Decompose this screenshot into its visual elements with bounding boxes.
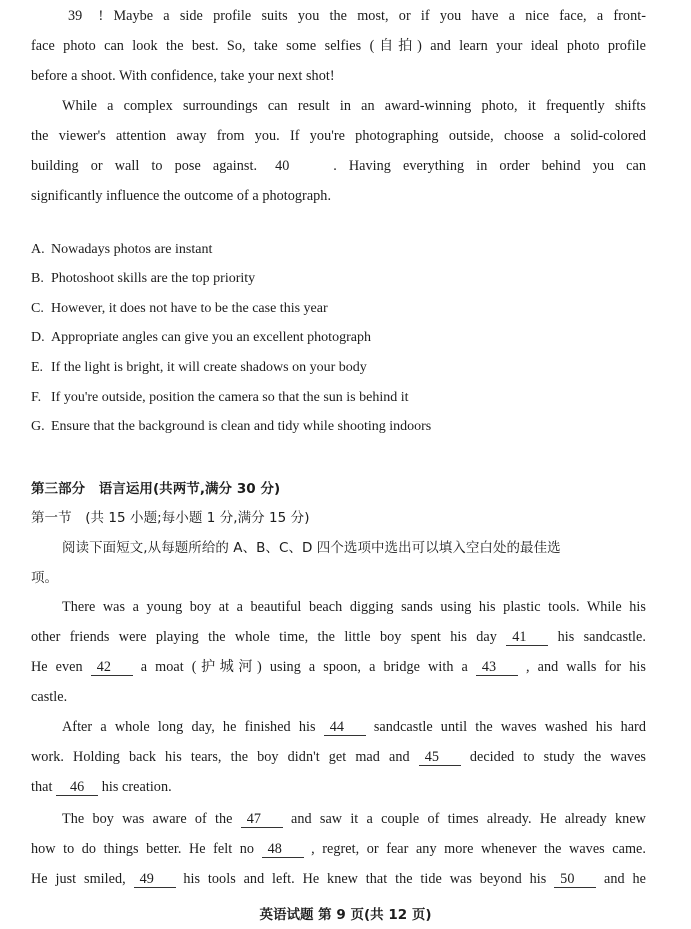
text-segment: and saw it a couple of times already. He already knew — [291, 811, 646, 827]
option-g — [31, 418, 431, 436]
blank-42[interactable]: 42 — [91, 660, 133, 676]
text-segment: He even — [31, 659, 83, 675]
option-text: Photoshoot skills are the top priority — [51, 271, 256, 286]
text-segment: decided to study the waves — [469, 749, 646, 765]
blank-39: 39 — [68, 8, 83, 24]
text-segment: . Having everything in order behind you can — [333, 158, 646, 174]
text-segment: building or wall to pose against. — [31, 158, 258, 174]
text-line: There was a young boy at a beautiful beach digging sands using his plastic tools. While his — [62, 599, 646, 615]
option-text: However, it does not have to be the case this year — [51, 301, 328, 316]
option-letter: B. — [31, 271, 44, 286]
option-f — [31, 389, 409, 407]
text-line — [62, 718, 646, 736]
option-text: If you're outside, position the camera so that the sun is behind it — [51, 390, 409, 405]
text-segment: his creation. — [101, 779, 172, 795]
text-line — [31, 870, 646, 888]
blank-46[interactable]: 46 — [56, 780, 98, 796]
option-letter: D. — [31, 330, 45, 345]
text-line — [31, 748, 646, 766]
blank-50[interactable]: 50 — [554, 872, 596, 888]
page-footer: 英语试题 第 9 页(共 12 页) — [259, 907, 432, 923]
option-letter: E. — [31, 360, 44, 375]
blank-44[interactable]: 44 — [324, 720, 366, 736]
option-b — [31, 270, 255, 288]
section-heading: 第三部分 语言运用(共两节,满分 30 分) — [31, 481, 281, 497]
option-text: Nowadays photos are instant — [51, 242, 213, 257]
text-segment: , and walls for his — [525, 659, 646, 675]
text-line: castle. — [31, 689, 68, 705]
text-segment: The boy was aware of the — [62, 811, 233, 827]
text-segment: He just smiled, — [31, 871, 126, 887]
blank-45[interactable]: 45 — [419, 750, 461, 766]
blank-40: 40 — [275, 158, 290, 174]
text-line: significantly influence the outcome of a photograph. — [31, 188, 332, 204]
instruction-text: 项。 — [31, 570, 59, 586]
text-segment: his tools and left. He knew that the tide was beyond his — [183, 871, 547, 887]
section-subheading: 第一节 (共 15 小题;每小题 1 分,满分 15 分) — [31, 510, 310, 526]
blank-43[interactable]: 43 — [476, 660, 518, 676]
text-segment: ! Maybe a side profile suits you the most, or if you have a nice face, a front- — [98, 8, 646, 24]
option-e — [31, 359, 367, 377]
text-line — [62, 810, 646, 828]
blank-48[interactable]: 48 — [262, 842, 304, 858]
text-line — [31, 628, 646, 646]
blank-47[interactable]: 47 — [241, 812, 283, 828]
blank-41[interactable]: 41 — [506, 630, 548, 646]
option-letter: F. — [31, 390, 42, 405]
option-text: If the light is bright, it will create shadows on your body — [51, 360, 367, 375]
text-segment: that — [31, 779, 53, 795]
text-segment: other friends were playing the whole time, the little boy spent his day — [31, 629, 497, 645]
text-line: face photo can look the best. So, take some selfies (自拍) and learn your ideal photo profile — [31, 38, 646, 54]
text-line — [62, 7, 646, 25]
text-line: While a complex surroundings can result in an award-winning photo, it frequently shifts — [62, 98, 646, 114]
option-d — [31, 329, 371, 347]
text-line — [31, 840, 646, 858]
option-letter: A. — [31, 242, 45, 257]
text-line: the viewer's attention away from you. If you're photographing outside, choose a solid-colored — [31, 128, 646, 144]
option-letter: C. — [31, 301, 44, 316]
text-segment: his sandcastle. — [557, 629, 646, 645]
option-a — [31, 241, 212, 259]
text-line — [31, 658, 646, 676]
blank-49[interactable]: 49 — [134, 872, 176, 888]
text-segment: a moat (护城河) using a spoon, a bridge with a — [140, 659, 468, 675]
option-text: Ensure that the background is clean and tidy while shooting indoors — [51, 419, 432, 434]
text-line — [31, 157, 646, 175]
text-line: before a shoot. With confidence, take your next shot! — [31, 68, 335, 84]
text-segment: sandcastle until the waves washed his hard — [373, 719, 646, 735]
text-segment: , regret, or fear any more whenever the waves came. — [311, 841, 646, 857]
text-line — [31, 778, 646, 796]
text-segment: work. Holding back his tears, the boy didn't get mad and — [31, 749, 410, 765]
instruction-text: 阅读下面短文,从每题所给的 A、B、C、D 四个选项中选出可以填入空白处的最佳选 — [62, 540, 561, 556]
option-text: Appropriate angles can give you an excellent photograph — [51, 330, 371, 345]
text-segment: and he — [604, 871, 646, 887]
option-letter: G. — [31, 419, 45, 434]
text-segment: how to do things better. He felt no — [31, 841, 255, 857]
text-segment: After a whole long day, he finished his — [62, 719, 316, 735]
option-c — [31, 300, 328, 318]
